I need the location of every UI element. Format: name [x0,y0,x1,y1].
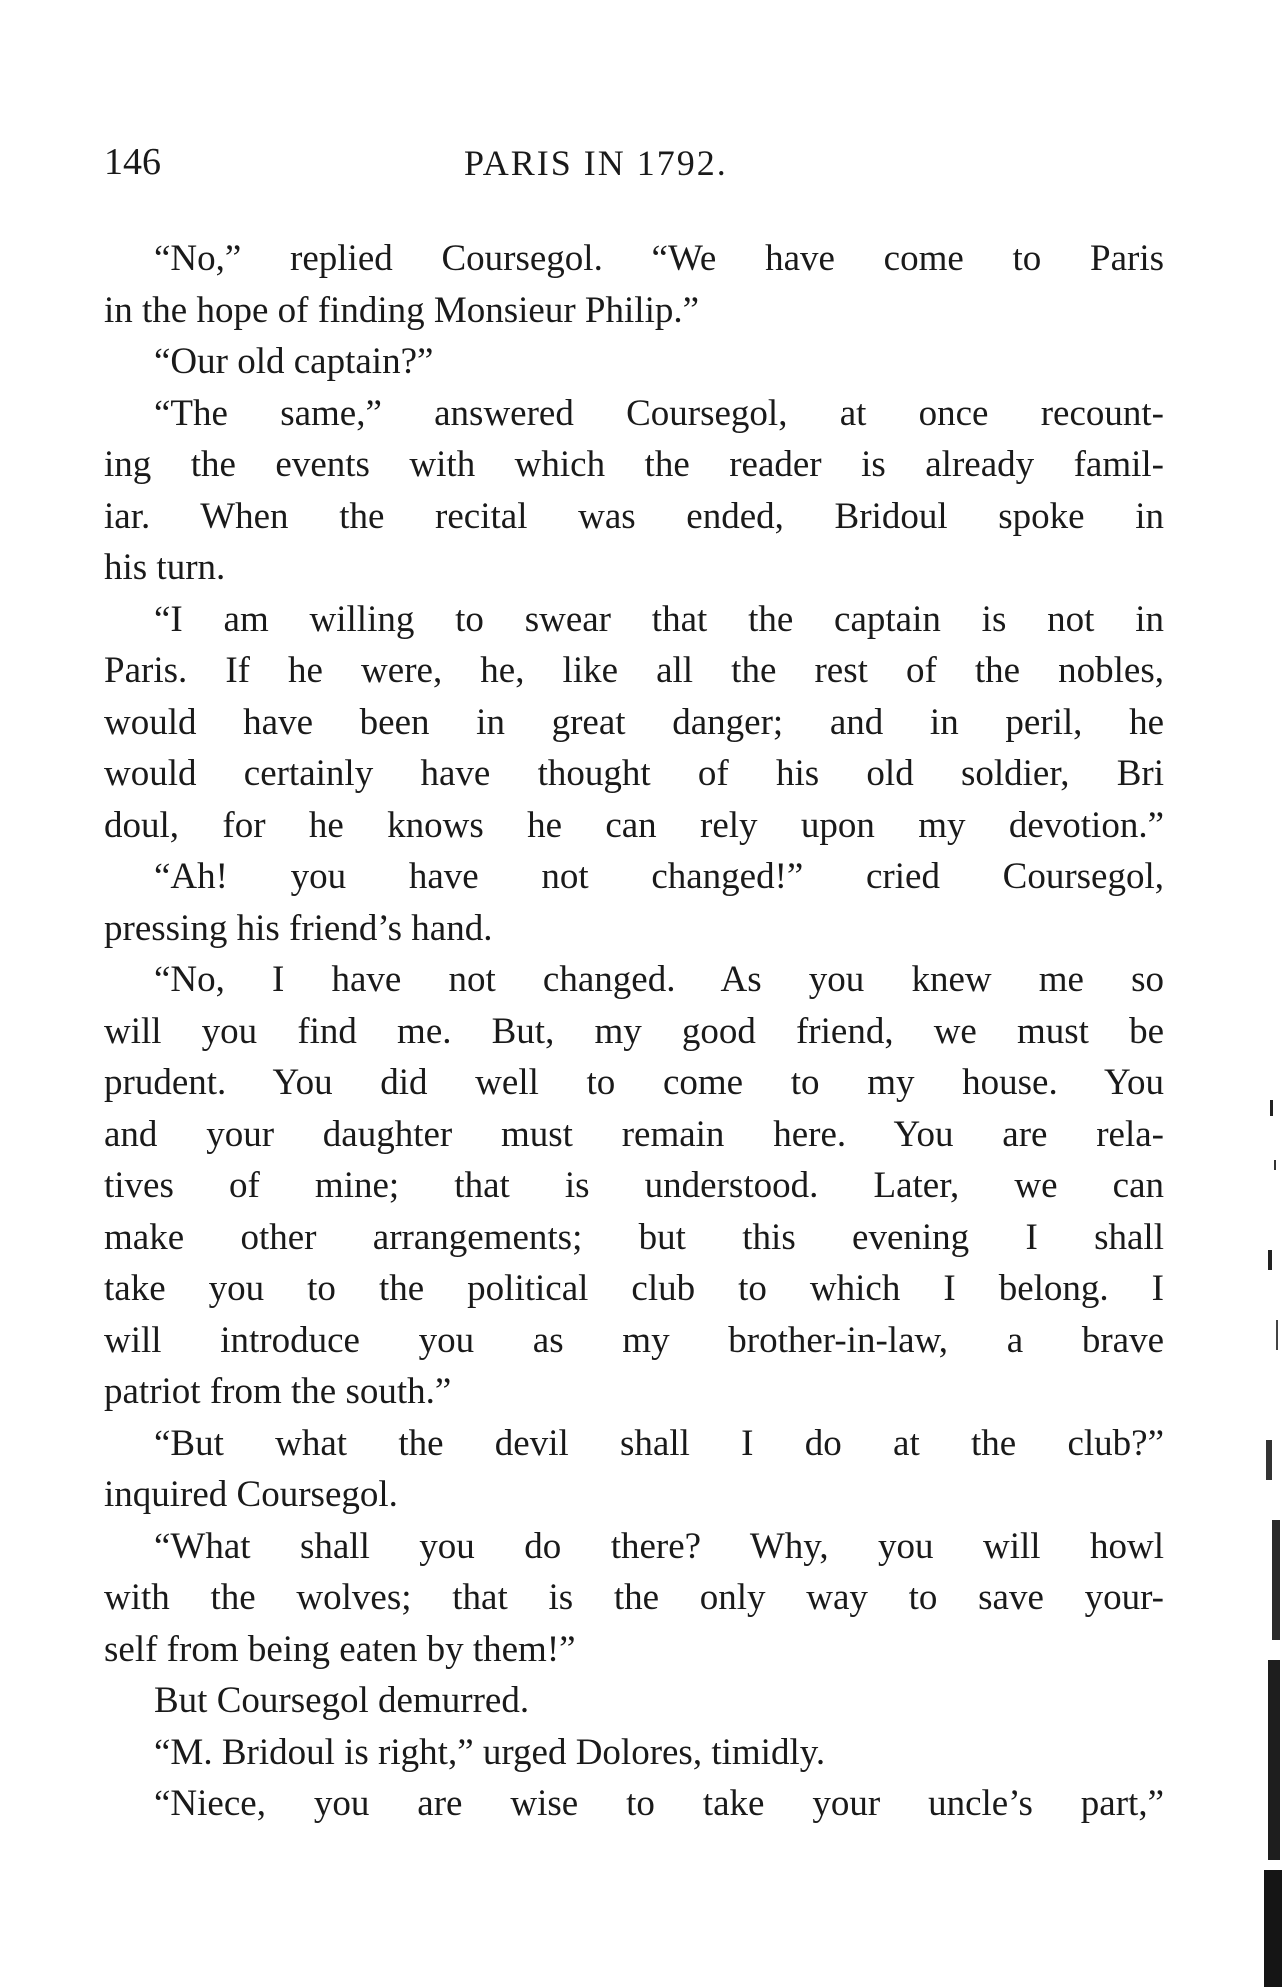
text-line: “Niece, you are wise to take your uncle’s part,” [154,1783,1164,1824]
running-head: PARIS IN 1792. [464,143,728,183]
text-line: his turn. [104,547,226,588]
text-line: iar. When the recital was ended, Bridoul spoke in [104,495,1164,537]
text-line: “Our old captain?” [154,341,434,382]
page-number: 146 [104,141,161,183]
text-line: and your daughter must remain here. You are rela- [104,1113,1164,1155]
text-line: pressing his friend’s hand. [104,907,493,949]
text-line: take you to the political club to which I belong. I [104,1268,1164,1309]
text-line: prudent. You did well to come to my house. You [104,1062,1164,1103]
text-line: tives of mine; that is understood. Later, we can [104,1165,1164,1206]
scan-edge-noise [1246,920,1286,1987]
text-line: But Coursegol demurred. [154,1680,530,1721]
text-line: would have been in great danger; and in peril, he [104,701,1164,743]
body-text [104,233,1164,1830]
text-line: would certainly have thought of his old soldier, Bri [104,753,1164,794]
text-line: “No,” replied Coursegol. “We have come to Paris [154,238,1164,279]
text-line: “The same,” answered Coursegol, at once recount- [154,392,1164,434]
text-line: self from being eaten by them!” [104,1628,576,1670]
text-line: will introduce you as my brother-in-law, a brave [104,1319,1164,1361]
text-line: “M. Bridoul is right,” urged Dolores, timidly. [154,1731,826,1773]
text-line: “I am willing to swear that the captain is not in [154,598,1164,640]
text-line: “What shall you do there? Why, you will howl [154,1525,1164,1567]
text-line: Paris. If he were, he, like all the rest of the nobles, [104,650,1164,691]
text-line: “But what the devil shall I do at the club?” [154,1422,1164,1464]
text-line: will you find me. But, my good friend, we must be [104,1010,1164,1052]
text-line: “Ah! you have not changed!” cried Coursegol, [154,856,1164,897]
page-header [104,140,1164,200]
text-line: patriot from the south.” [104,1371,452,1412]
text-line: in the hope of finding Monsieur Philip.” [104,289,700,331]
text-line: with the wolves; that is the only way to save your- [104,1577,1164,1618]
text-line: “No, I have not changed. As you knew me so [154,959,1164,1000]
text-line: doul, for he knows he can rely upon my devotion.” [104,804,1164,846]
text-line: ing the events with which the reader is already famil- [104,444,1164,485]
text-line: make other arrangements; but this evening I shall [104,1216,1164,1258]
text-line: inquired Coursegol. [104,1474,398,1515]
